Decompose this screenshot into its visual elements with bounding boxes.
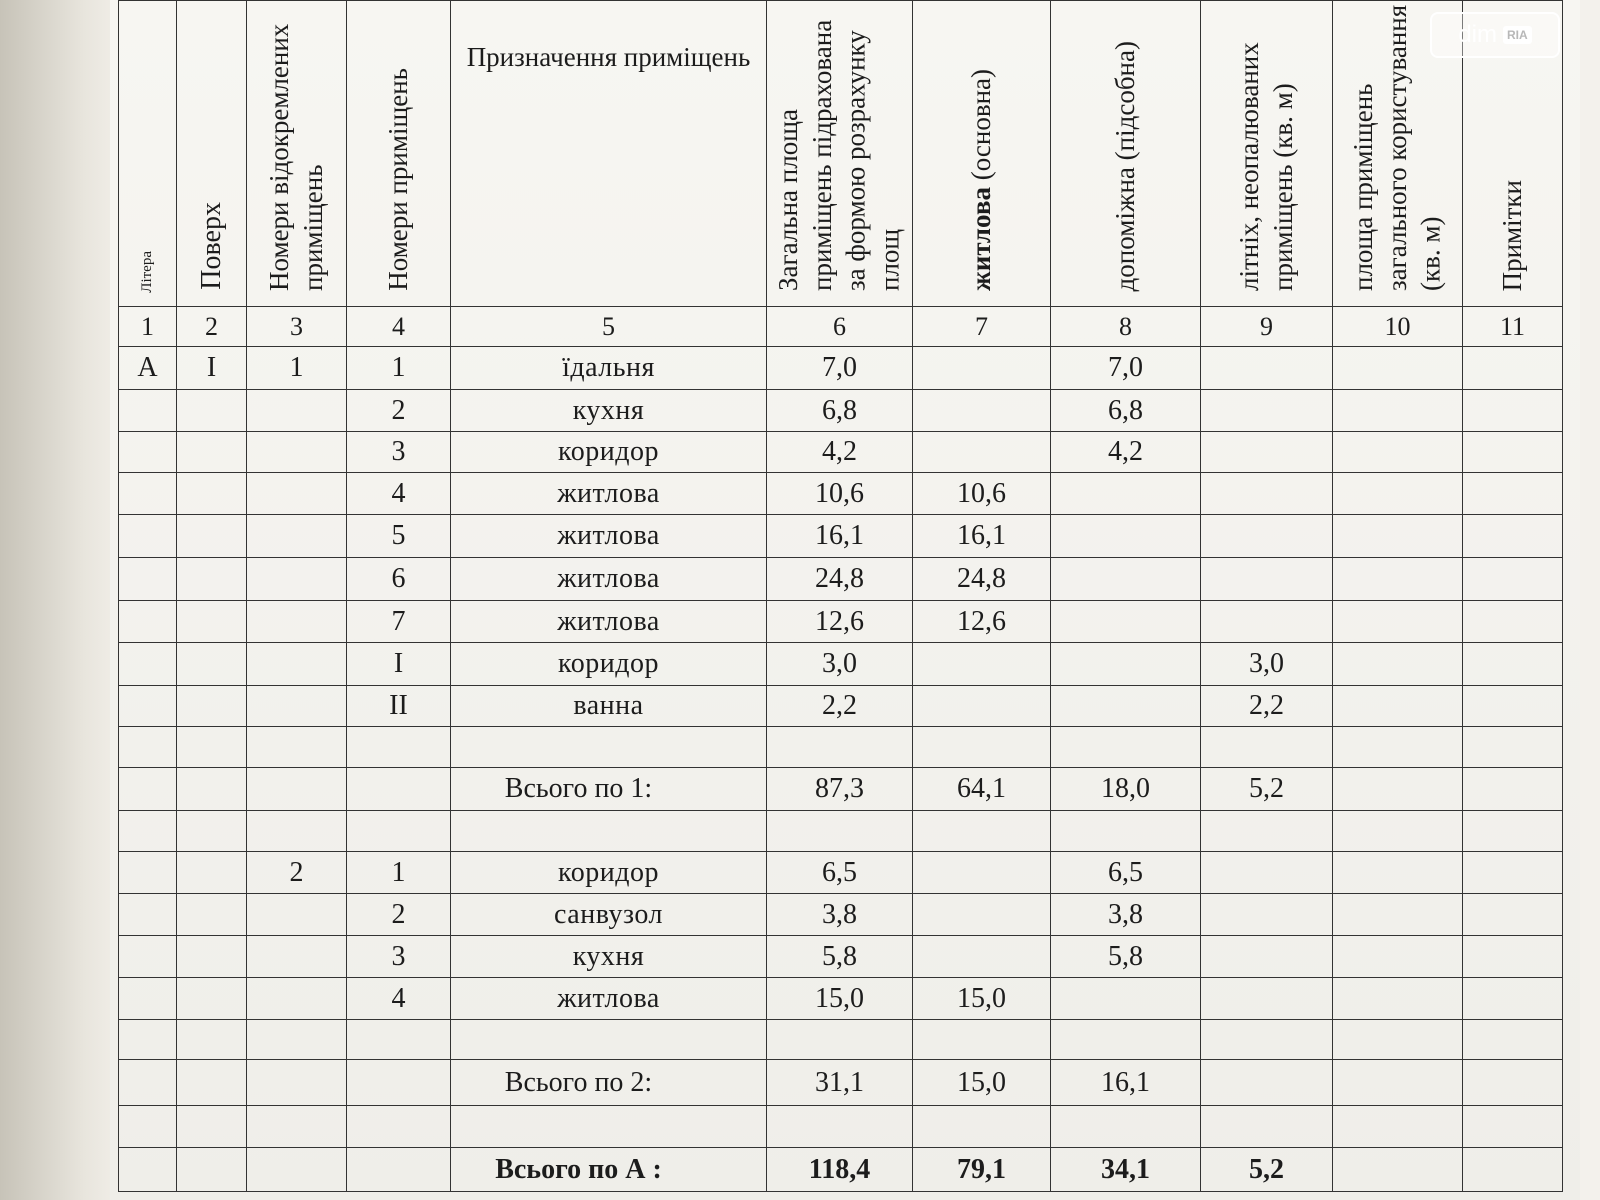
cell-notes — [1463, 347, 1563, 390]
cell-litera — [119, 390, 177, 432]
cell-living-area: 79,1 — [913, 1148, 1051, 1192]
cell-notes — [1463, 515, 1563, 558]
cell-separate-room — [247, 473, 347, 515]
cell-floor — [177, 1106, 247, 1148]
cell-separate-room — [247, 515, 347, 558]
cell-common-area — [1333, 727, 1463, 768]
cell-living-area: 12,6 — [913, 601, 1051, 643]
cell-floor — [177, 515, 247, 558]
cell-litera — [119, 432, 177, 473]
column-number: 2 — [177, 307, 247, 347]
cell-total-area: 3,0 — [767, 643, 913, 686]
cell-room-number — [347, 1106, 451, 1148]
cell-litera: А — [119, 347, 177, 390]
inventory-table — [118, 0, 1563, 1192]
cell-living-area — [913, 1106, 1051, 1148]
cell-auxiliary-area — [1051, 558, 1201, 601]
cell-litera — [119, 473, 177, 515]
cell-living-area — [913, 643, 1051, 686]
total-row — [119, 1060, 1563, 1106]
column-number: 5 — [451, 307, 767, 347]
cell-purpose: Всього по 2: — [451, 1060, 767, 1106]
cell-litera — [119, 515, 177, 558]
cell-auxiliary-area: 6,5 — [1051, 852, 1201, 894]
header-floor-text: Поверх — [196, 202, 227, 290]
cell-summer-area — [1201, 601, 1333, 643]
cell-notes — [1463, 1060, 1563, 1106]
header-litera-text: Літера — [139, 251, 156, 293]
cell-separate-room — [247, 558, 347, 601]
cell-common-area — [1333, 1106, 1463, 1148]
cell-room-number — [347, 1148, 451, 1192]
cell-auxiliary-area — [1051, 727, 1201, 768]
column-number: 11 — [1463, 307, 1563, 347]
cell-total-area: 6,5 — [767, 852, 913, 894]
cell-notes — [1463, 978, 1563, 1020]
cell-separate-room — [247, 432, 347, 473]
cell-summer-area: 3,0 — [1201, 643, 1333, 686]
cell-floor — [177, 643, 247, 686]
cell-separate-room — [247, 768, 347, 811]
cell-purpose — [451, 1106, 767, 1148]
table-row — [119, 515, 1563, 558]
cell-summer-area — [1201, 811, 1333, 852]
cell-auxiliary-area: 5,8 — [1051, 936, 1201, 978]
header-total-area — [767, 1, 913, 307]
cell-auxiliary-area — [1051, 643, 1201, 686]
cell-floor — [177, 601, 247, 643]
cell-auxiliary-area — [1051, 515, 1201, 558]
cell-room-number: 3 — [347, 432, 451, 473]
cell-living-area — [913, 686, 1051, 727]
cell-common-area — [1333, 1020, 1463, 1060]
cell-notes — [1463, 643, 1563, 686]
cell-purpose — [451, 811, 767, 852]
cell-litera — [119, 1060, 177, 1106]
cell-auxiliary-area: 18,0 — [1051, 768, 1201, 811]
header-notes-text: Примітки — [1496, 179, 1527, 291]
cell-purpose: коридор — [451, 432, 767, 473]
cell-purpose: Всього по А : — [451, 1148, 767, 1192]
cell-separate-room — [247, 978, 347, 1020]
cell-total-area: 4,2 — [767, 432, 913, 473]
cell-separate-room — [247, 643, 347, 686]
cell-room-number — [347, 768, 451, 811]
cell-common-area — [1333, 473, 1463, 515]
cell-total-area: 12,6 — [767, 601, 913, 643]
cell-summer-area — [1201, 727, 1333, 768]
cell-purpose: коридор — [451, 852, 767, 894]
column-number: 8 — [1051, 307, 1201, 347]
cell-purpose — [451, 1020, 767, 1060]
cell-common-area — [1333, 1060, 1463, 1106]
cell-notes — [1463, 473, 1563, 515]
page-edge-shadow — [0, 0, 120, 1200]
watermark-main-text: dim — [1458, 21, 1497, 48]
cell-litera — [119, 978, 177, 1020]
cell-litera — [119, 768, 177, 811]
cell-litera — [119, 558, 177, 601]
cell-floor — [177, 978, 247, 1020]
cell-litera — [119, 894, 177, 936]
cell-notes — [1463, 432, 1563, 473]
table-row — [119, 390, 1563, 432]
cell-auxiliary-area — [1051, 1020, 1201, 1060]
column-number: 7 — [913, 307, 1051, 347]
cell-room-number — [347, 1060, 451, 1106]
cell-summer-area — [1201, 894, 1333, 936]
cell-notes — [1463, 558, 1563, 601]
cell-floor — [177, 473, 247, 515]
cell-summer-area — [1201, 1060, 1333, 1106]
cell-purpose: ванна — [451, 686, 767, 727]
cell-room-number — [347, 1020, 451, 1060]
cell-purpose: їдальня — [451, 347, 767, 390]
cell-floor — [177, 686, 247, 727]
table-row — [119, 347, 1563, 390]
cell-total-area: 24,8 — [767, 558, 913, 601]
cell-purpose: санвузол — [451, 894, 767, 936]
cell-common-area — [1333, 347, 1463, 390]
cell-living-area — [913, 894, 1051, 936]
cell-litera — [119, 1020, 177, 1060]
table-row — [119, 894, 1563, 936]
cell-living-area — [913, 811, 1051, 852]
table-row — [119, 601, 1563, 643]
cell-living-area — [913, 852, 1051, 894]
cell-notes — [1463, 390, 1563, 432]
cell-total-area — [767, 811, 913, 852]
cell-living-area: 15,0 — [913, 1060, 1051, 1106]
total-row — [119, 768, 1563, 811]
table-row — [119, 1020, 1563, 1060]
column-number: 10 — [1333, 307, 1463, 347]
cell-common-area — [1333, 558, 1463, 601]
cell-auxiliary-area — [1051, 473, 1201, 515]
watermark-sub-text: RIA — [1503, 26, 1532, 44]
header-purpose — [451, 1, 767, 307]
column-number: 9 — [1201, 307, 1333, 347]
table-row — [119, 643, 1563, 686]
header-living-bold: житлова — [965, 187, 996, 291]
header-total-area-text: Загальна площа приміщень підрахована за формою розрахунку площ — [773, 19, 905, 291]
cell-separate-room — [247, 727, 347, 768]
cell-common-area — [1333, 936, 1463, 978]
cell-living-area: 15,0 — [913, 978, 1051, 1020]
cell-floor — [177, 768, 247, 811]
cell-living-area: 24,8 — [913, 558, 1051, 601]
table-row — [119, 936, 1563, 978]
header-room-numbers-text: Номери приміщень — [382, 68, 413, 291]
cell-notes — [1463, 1020, 1563, 1060]
cell-total-area: 3,8 — [767, 894, 913, 936]
cell-summer-area — [1201, 432, 1333, 473]
cell-purpose — [451, 727, 767, 768]
cell-summer-area: 2,2 — [1201, 686, 1333, 727]
cell-common-area — [1333, 811, 1463, 852]
cell-total-area: 118,4 — [767, 1148, 913, 1192]
cell-room-number: 2 — [347, 894, 451, 936]
cell-separate-room — [247, 936, 347, 978]
cell-floor — [177, 1060, 247, 1106]
cell-room-number: 5 — [347, 515, 451, 558]
cell-separate-room — [247, 1060, 347, 1106]
header-row — [119, 1, 1563, 307]
cell-auxiliary-area — [1051, 1106, 1201, 1148]
cell-summer-area — [1201, 390, 1333, 432]
cell-auxiliary-area — [1051, 686, 1201, 727]
cell-living-area: 64,1 — [913, 768, 1051, 811]
cell-living-area: 16,1 — [913, 515, 1051, 558]
table-row — [119, 558, 1563, 601]
cell-litera — [119, 1148, 177, 1192]
cell-auxiliary-area: 7,0 — [1051, 347, 1201, 390]
cell-notes — [1463, 936, 1563, 978]
cell-separate-room — [247, 1148, 347, 1192]
cell-room-number: 4 — [347, 473, 451, 515]
header-room-numbers — [347, 1, 451, 307]
cell-purpose: житлова — [451, 515, 767, 558]
cell-summer-area — [1201, 1020, 1333, 1060]
cell-floor — [177, 811, 247, 852]
cell-litera — [119, 811, 177, 852]
cell-floor — [177, 390, 247, 432]
cell-notes — [1463, 727, 1563, 768]
cell-separate-room: 1 — [247, 347, 347, 390]
table-row — [119, 1106, 1563, 1148]
cell-living-area — [913, 347, 1051, 390]
cell-litera — [119, 727, 177, 768]
cell-room-number: 1 — [347, 347, 451, 390]
cell-summer-area — [1201, 347, 1333, 390]
header-auxiliary-area — [1051, 1, 1201, 307]
cell-common-area — [1333, 768, 1463, 811]
cell-notes — [1463, 852, 1563, 894]
cell-total-area: 6,8 — [767, 390, 913, 432]
cell-separate-room: 2 — [247, 852, 347, 894]
cell-total-area: 31,1 — [767, 1060, 913, 1106]
cell-floor — [177, 894, 247, 936]
cell-floor — [177, 852, 247, 894]
cell-room-number: 3 — [347, 936, 451, 978]
cell-floor — [177, 558, 247, 601]
cell-notes — [1463, 894, 1563, 936]
cell-litera — [119, 1106, 177, 1148]
header-auxiliary-area-text: допоміжна (підсобна) — [1109, 40, 1140, 291]
cell-living-area — [913, 1020, 1051, 1060]
cell-auxiliary-area — [1051, 978, 1201, 1020]
cell-summer-area — [1201, 1106, 1333, 1148]
cell-common-area — [1333, 686, 1463, 727]
table-row — [119, 473, 1563, 515]
table-row — [119, 852, 1563, 894]
cell-summer-area — [1201, 936, 1333, 978]
watermark-logo — [1430, 12, 1560, 58]
table-body — [119, 347, 1563, 1192]
cell-total-area — [767, 1106, 913, 1148]
cell-auxiliary-area: 16,1 — [1051, 1060, 1201, 1106]
table-row — [119, 432, 1563, 473]
cell-living-area — [913, 936, 1051, 978]
cell-room-number: 2 — [347, 390, 451, 432]
cell-notes — [1463, 811, 1563, 852]
cell-room-number: ІІ — [347, 686, 451, 727]
column-number: 6 — [767, 307, 913, 347]
cell-separate-room — [247, 1020, 347, 1060]
cell-separate-room — [247, 390, 347, 432]
cell-purpose: житлова — [451, 558, 767, 601]
header-purpose-text: Призначення приміщень — [466, 42, 751, 72]
table-row — [119, 727, 1563, 768]
cell-summer-area — [1201, 558, 1333, 601]
cell-total-area: 7,0 — [767, 347, 913, 390]
cell-room-number — [347, 811, 451, 852]
header-living-area-text — [965, 69, 999, 291]
cell-living-area — [913, 727, 1051, 768]
cell-separate-room — [247, 811, 347, 852]
cell-auxiliary-area — [1051, 811, 1201, 852]
cell-floor: І — [177, 347, 247, 390]
cell-common-area — [1333, 390, 1463, 432]
cell-litera — [119, 852, 177, 894]
cell-floor — [177, 1020, 247, 1060]
cell-room-number: І — [347, 643, 451, 686]
cell-room-number: 7 — [347, 601, 451, 643]
cell-purpose: Всього по 1: — [451, 768, 767, 811]
column-number: 1 — [119, 307, 177, 347]
column-number: 4 — [347, 307, 451, 347]
cell-common-area — [1333, 515, 1463, 558]
cell-living-area: 10,6 — [913, 473, 1051, 515]
cell-litera — [119, 936, 177, 978]
cell-separate-room — [247, 601, 347, 643]
cell-total-area: 5,8 — [767, 936, 913, 978]
header-litera — [119, 1, 177, 307]
cell-summer-area — [1201, 515, 1333, 558]
cell-common-area — [1333, 978, 1463, 1020]
cell-room-number — [347, 727, 451, 768]
column-number: 3 — [247, 307, 347, 347]
table-row — [119, 811, 1563, 852]
cell-total-area: 2,2 — [767, 686, 913, 727]
cell-total-area: 87,3 — [767, 768, 913, 811]
cell-litera — [119, 601, 177, 643]
cell-floor — [177, 936, 247, 978]
cell-notes — [1463, 1148, 1563, 1192]
cell-common-area — [1333, 432, 1463, 473]
cell-purpose: коридор — [451, 643, 767, 686]
cell-purpose: житлова — [451, 601, 767, 643]
cell-room-number: 4 — [347, 978, 451, 1020]
cell-floor — [177, 432, 247, 473]
cell-notes — [1463, 768, 1563, 811]
cell-summer-area — [1201, 978, 1333, 1020]
header-separate-rooms — [247, 1, 347, 307]
cell-floor — [177, 1148, 247, 1192]
cell-common-area — [1333, 601, 1463, 643]
cell-litera — [119, 686, 177, 727]
cell-common-area — [1333, 643, 1463, 686]
cell-total-area — [767, 1020, 913, 1060]
cell-separate-room — [247, 894, 347, 936]
header-summer-area — [1201, 1, 1333, 307]
cell-total-area: 10,6 — [767, 473, 913, 515]
table-row — [119, 686, 1563, 727]
cell-room-number: 1 — [347, 852, 451, 894]
cell-auxiliary-area: 34,1 — [1051, 1148, 1201, 1192]
cell-summer-area — [1201, 852, 1333, 894]
cell-summer-area: 5,2 — [1201, 768, 1333, 811]
cell-common-area — [1333, 852, 1463, 894]
cell-notes — [1463, 601, 1563, 643]
header-living-area — [913, 1, 1051, 307]
cell-notes — [1463, 1106, 1563, 1148]
cell-auxiliary-area: 4,2 — [1051, 432, 1201, 473]
cell-purpose: кухня — [451, 390, 767, 432]
table-row — [119, 978, 1563, 1020]
header-summer-area-text: літніх, неопалюваних приміщень (кв. м) — [1233, 42, 1298, 291]
header-floor — [177, 1, 247, 307]
cell-auxiliary-area — [1051, 601, 1201, 643]
cell-purpose: кухня — [451, 936, 767, 978]
cell-room-number: 6 — [347, 558, 451, 601]
cell-total-area — [767, 727, 913, 768]
cell-living-area — [913, 432, 1051, 473]
cell-notes — [1463, 686, 1563, 727]
cell-living-area — [913, 390, 1051, 432]
cell-separate-room — [247, 686, 347, 727]
cell-auxiliary-area: 3,8 — [1051, 894, 1201, 936]
cell-purpose: житлова — [451, 978, 767, 1020]
cell-separate-room — [247, 1106, 347, 1148]
cell-summer-area: 5,2 — [1201, 1148, 1333, 1192]
cell-floor — [177, 727, 247, 768]
cell-common-area — [1333, 1148, 1463, 1192]
cell-summer-area — [1201, 473, 1333, 515]
total-row — [119, 1148, 1563, 1192]
header-common-area-text: площа приміщень загального користування (кв. м) — [1347, 4, 1446, 291]
cell-total-area: 16,1 — [767, 515, 913, 558]
header-separate-rooms-text: Номери відокремлених приміщень — [263, 23, 328, 291]
header-living-rest: (основна) — [965, 69, 996, 188]
cell-auxiliary-area: 6,8 — [1051, 390, 1201, 432]
cell-purpose: житлова — [451, 473, 767, 515]
cell-common-area — [1333, 894, 1463, 936]
cell-total-area: 15,0 — [767, 978, 913, 1020]
cell-litera — [119, 643, 177, 686]
column-number-row — [119, 307, 1563, 347]
